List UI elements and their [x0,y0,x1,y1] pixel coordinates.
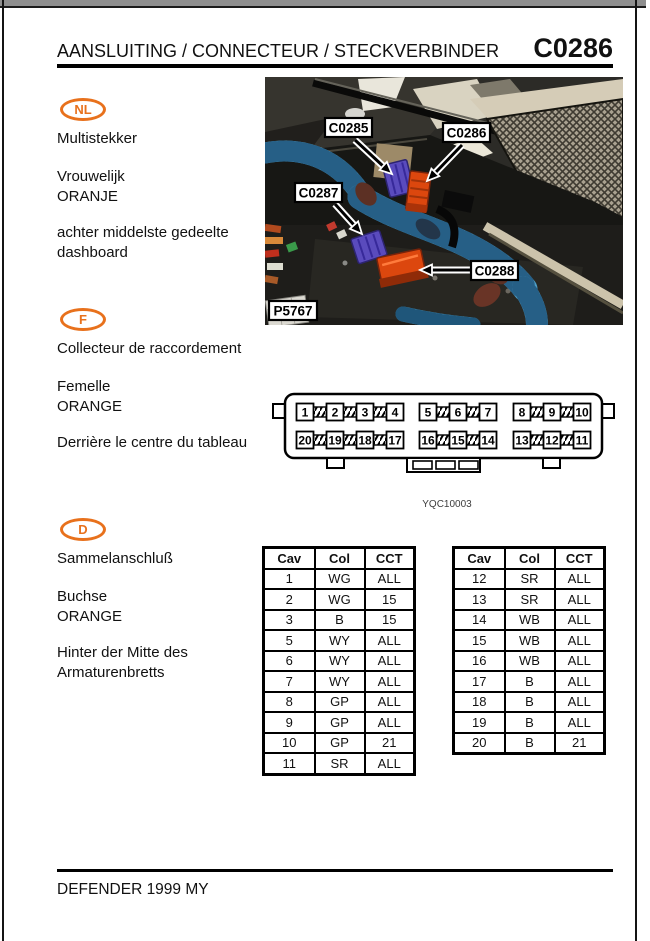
pin-number: 16 [421,433,435,448]
table-cell: WB [505,630,555,651]
table-cell: ALL [555,651,605,672]
location-photo [265,77,623,325]
footer-rule [57,869,613,872]
latch-slot [436,461,455,469]
table-row [264,610,415,631]
table-cell: 8 [264,692,315,713]
pin-number: 12 [545,433,559,448]
scan-top-bar [0,0,646,8]
pin-link [344,435,357,445]
table-cell: ALL [365,671,415,692]
column-header: Col [505,548,555,569]
table-cell: SR [505,569,555,590]
table-cell: ALL [365,630,415,651]
table-cell: 14 [454,610,505,631]
pin-link [437,407,450,417]
table-cell: 7 [264,671,315,692]
photo-ref-text: P5767 [273,303,313,319]
latch-slot [413,461,432,469]
pin-number: 4 [391,405,399,420]
table-cell: ALL [365,712,415,733]
connector-bottom-tab [543,458,560,468]
column-header: Cav [264,548,315,569]
callout-text: C0287 [298,185,339,201]
title-underline [57,64,613,68]
pin-number: 8 [518,405,526,420]
table-cell: 15 [365,610,415,631]
pin-diagram [270,391,620,477]
table-cell: ALL [555,610,605,631]
pin-link [314,407,327,417]
table-cell: 21 [365,733,415,754]
table-row [454,630,605,651]
location-f: Derrière le centre du tableau [57,434,248,451]
column-header: Cav [454,548,505,569]
table-cell: WG [315,569,365,590]
table-row [264,630,415,651]
table-row [454,610,605,631]
connector-bottom-tab [327,458,344,468]
table-row [264,651,415,672]
pin-number: 11 [575,433,589,448]
connector-type-d: Sammelanschluß [57,550,173,567]
pin-number: 17 [388,433,402,448]
table-cell: ALL [365,692,415,713]
location-nl: achter middelste gedeelte dashboard [57,224,229,261]
table-cell: B [505,671,555,692]
pin-link [467,435,480,445]
table-cell: 18 [454,692,505,713]
table-row [454,651,605,672]
photo-reference-label [269,301,317,320]
gender-d: Buchse [57,588,108,605]
pin-link [437,435,450,445]
table-cell: 2 [264,589,315,610]
callout-label-c0285 [325,118,372,137]
pin-number: 19 [328,433,342,448]
color-d: ORANGE [57,608,123,625]
section-f [57,308,263,453]
table-cell: ALL [555,569,605,590]
table-cell: WY [315,630,365,651]
pin-number: 20 [298,433,312,448]
table-cell: B [505,712,555,733]
table-row [454,671,605,692]
table-cell: 20 [454,733,505,754]
table-cell: ALL [365,569,415,590]
callout-label-c0288 [471,261,518,280]
cav-table-right [452,546,606,755]
column-header: CCT [365,548,415,569]
pin-number: 6 [454,405,462,420]
table-row [454,692,605,713]
table-body [264,569,415,775]
pin-number: 1 [301,405,309,420]
pin-number: 2 [331,405,339,420]
section-nl [57,98,263,263]
language-badge-f: F [60,308,106,331]
column-header: CCT [555,548,605,569]
table-cell: 15 [365,589,415,610]
latch-slot [459,461,478,469]
table-cell: ALL [555,671,605,692]
connector-type-nl: Multistekker [57,130,138,147]
table-cell: SR [315,753,365,774]
table-row [264,712,415,733]
gender-f: Femelle [57,378,111,395]
pin-number: 9 [548,405,556,420]
table-row [454,569,605,590]
table-cell: 21 [555,733,605,754]
table-row [264,671,415,692]
language-badge-d: D [60,518,106,541]
table-cell: ALL [365,651,415,672]
screw [343,261,348,266]
pin-link [314,435,327,445]
table-cell: GP [315,692,365,713]
callout-text: C0285 [328,120,369,136]
table-cell: 15 [454,630,505,651]
pin-number: 7 [484,405,492,420]
callout-label-c0287 [295,183,342,202]
table-row [454,589,605,610]
pin-link [561,407,574,417]
pin-link [561,435,574,445]
callout-text: C0286 [446,125,487,141]
table-cell: 19 [454,712,505,733]
table-cell: 6 [264,651,315,672]
callout-text: C0288 [474,263,515,279]
table-row [264,733,415,754]
pin-number: 15 [451,433,465,448]
table-cell: B [505,692,555,713]
pin-diagram-drawing [270,391,620,477]
page-header [57,33,613,64]
pin-link [467,407,480,417]
table-cell: 12 [454,569,505,590]
pin-link [531,435,544,445]
color-f: ORANGE [57,398,123,415]
color-nl: ORANJE [57,188,118,205]
connector-type-f: Collecteur de raccordement [57,340,242,357]
table-cell: B [315,610,365,631]
footer-label: DEFENDER 1999 MY [57,881,209,898]
table-cell: 17 [454,671,505,692]
table-cell: ALL [555,630,605,651]
table-cell: B [505,733,555,754]
table-cell: WB [505,651,555,672]
table-cell: 5 [264,630,315,651]
table-row [454,733,605,754]
table-cell: SR [505,589,555,610]
table-cell: WY [315,671,365,692]
table-cell: ALL [555,712,605,733]
pin-link [531,407,544,417]
gender-nl: Vrouwelijk [57,168,125,185]
table-header-row [264,548,415,569]
page-border-left [2,0,4,941]
table-cell: 1 [264,569,315,590]
callout-label-c0286 [443,123,490,142]
pin-link [374,407,387,417]
diagram-caption: YQC10003 [422,499,472,510]
pin-number: 10 [575,405,589,420]
table-row [264,569,415,590]
table-row [264,692,415,713]
table-cell: 11 [264,753,315,774]
pin-number: 5 [424,405,432,420]
table-row [264,589,415,610]
pin-link [344,407,357,417]
section-d [57,518,263,683]
connector-id: C0286 [533,33,613,63]
language-badge-nl: NL [60,98,106,121]
page-border-right [635,0,637,941]
cav-table-left [262,546,416,776]
table-cell: ALL [365,753,415,774]
table-cell: 13 [454,589,505,610]
table-cell: GP [315,733,365,754]
pin-number: 18 [358,433,372,448]
table-row [264,753,415,774]
location-d: Hinter der Mitte des Armaturenbretts [57,644,188,681]
table-body [454,569,605,754]
table-cell: ALL [555,692,605,713]
table-cell: WY [315,651,365,672]
pin-link [374,435,387,445]
pin-number: 3 [361,405,369,420]
table-cell: GP [315,712,365,733]
table-row [454,712,605,733]
location-photo-illustration [265,77,623,325]
page-title: AANSLUITING / CONNECTEUR / STECKVERBINDER [57,41,500,61]
table-cell: 16 [454,651,505,672]
table-header-row [454,548,605,569]
table-cell: 3 [264,610,315,631]
table-cell: ALL [555,589,605,610]
screw [433,276,438,281]
table-cell: 10 [264,733,315,754]
table-cell: WB [505,610,555,631]
pin-number: 13 [515,433,529,448]
pin-number: 14 [481,433,495,448]
table-cell: 9 [264,712,315,733]
column-header: Col [315,548,365,569]
table-cell: WG [315,589,365,610]
